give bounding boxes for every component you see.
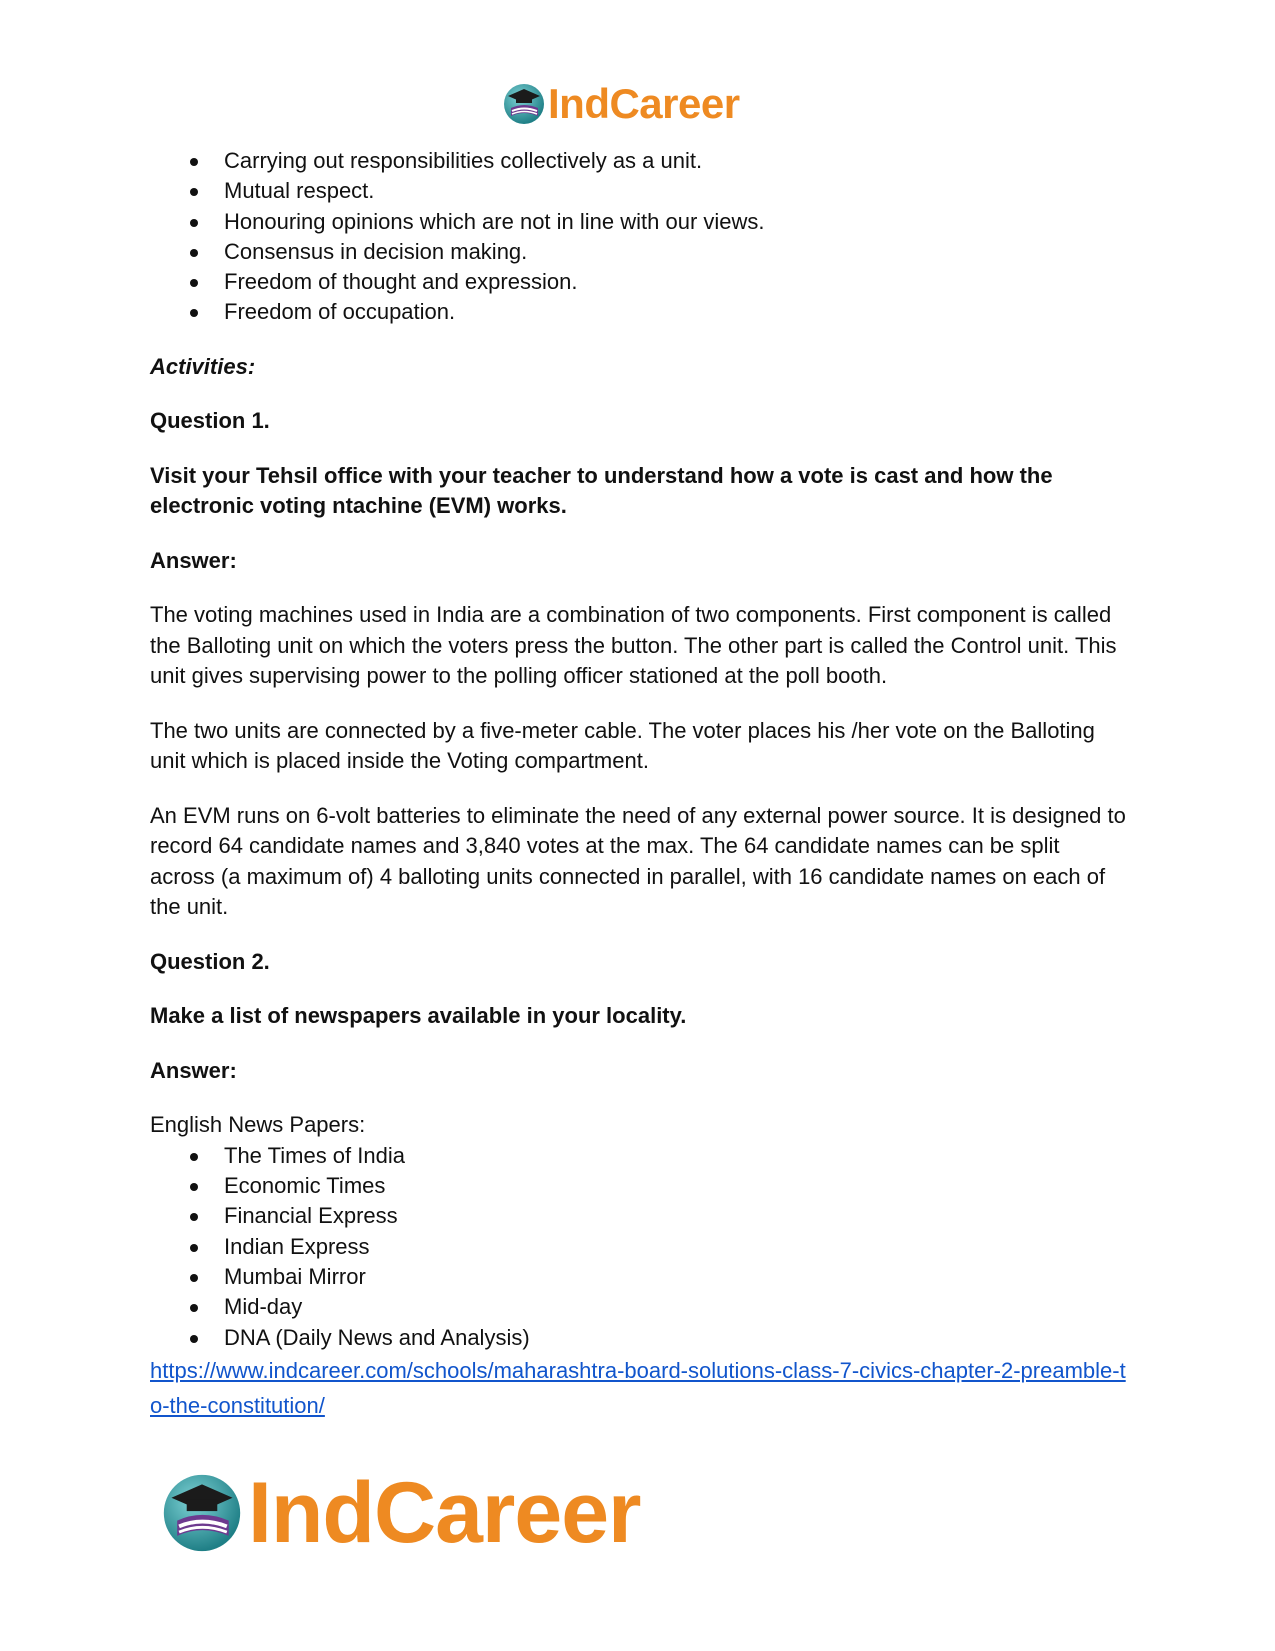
list-item: The Times of India: [150, 1141, 1130, 1171]
newspaper-list: [150, 1141, 1130, 1353]
question-1-label: Question 1.: [150, 408, 270, 434]
list-item: Mumbai Mirror: [150, 1262, 1130, 1292]
list-item: Freedom of thought and expression.: [150, 267, 1130, 297]
answer-1-paragraph: An EVM runs on 6-volt batteries to eliminate the need of any external power source. It is designed to record 64 candidate names and 3,840 votes at the max. The 64 candidate names can be split across (a maximum of) 4 balloting units connected in parallel, with 16 candidate names on each of the unit.: [150, 802, 1126, 920]
footer-logo: [160, 1465, 641, 1561]
graduation-cap-book-globe-icon: [160, 1471, 244, 1555]
list-item: Freedom of occupation.: [150, 297, 1130, 327]
answer-1-paragraph: The voting machines used in India are a combination of two components. First component is called the Balloting unit on which the voters press the button. The other part is called the Control unit. This unit gives supervising power to the polling officer stationed at the poll booth.: [150, 602, 1117, 689]
question-1-text: Visit your Tehsil office with your teacher to understand how a vote is cast and how the electronic voting ntachine (EVM) works.: [150, 462, 1053, 519]
list-item: Financial Express: [150, 1201, 1130, 1231]
brand-name: IndCareer: [548, 80, 740, 127]
answer-1-label: Answer:: [150, 547, 237, 573]
question-2-label: Question 2.: [150, 948, 270, 974]
brand-name: IndCareer: [248, 1465, 641, 1561]
graduation-cap-book-globe-icon: [502, 82, 546, 126]
activities-heading: Activities:: [150, 353, 256, 379]
list-item: Consensus in decision making.: [150, 237, 1130, 267]
answer-2-intro: English News Papers:: [150, 1112, 366, 1138]
list-item: Economic Times: [150, 1171, 1130, 1201]
header-logo: [502, 78, 740, 130]
document-body: [150, 146, 1130, 1423]
list-item: Mutual respect.: [150, 176, 1130, 206]
list-item: Indian Express: [150, 1232, 1130, 1262]
answer-2-label: Answer:: [150, 1057, 237, 1083]
values-list: [150, 146, 1130, 328]
source-link[interactable]: https://www.indcareer.com/schools/maharashtra-board-solutions-class-7-civics-chapter-2-preamble-to-the-constitution/: [150, 1357, 1126, 1418]
list-item: Mid-day: [150, 1292, 1130, 1322]
answer-1-paragraph: The two units are connected by a five-meter cable. The voter places his /her vote on the Balloting unit which is placed inside the Voting compartment.: [150, 717, 1095, 774]
list-item: Honouring opinions which are not in line with our views.: [150, 207, 1130, 237]
list-item: DNA (Daily News and Analysis): [150, 1323, 1130, 1353]
question-2-text: Make a list of newspapers available in your locality.: [150, 1003, 687, 1029]
list-item: Carrying out responsibilities collectively as a unit.: [150, 146, 1130, 176]
